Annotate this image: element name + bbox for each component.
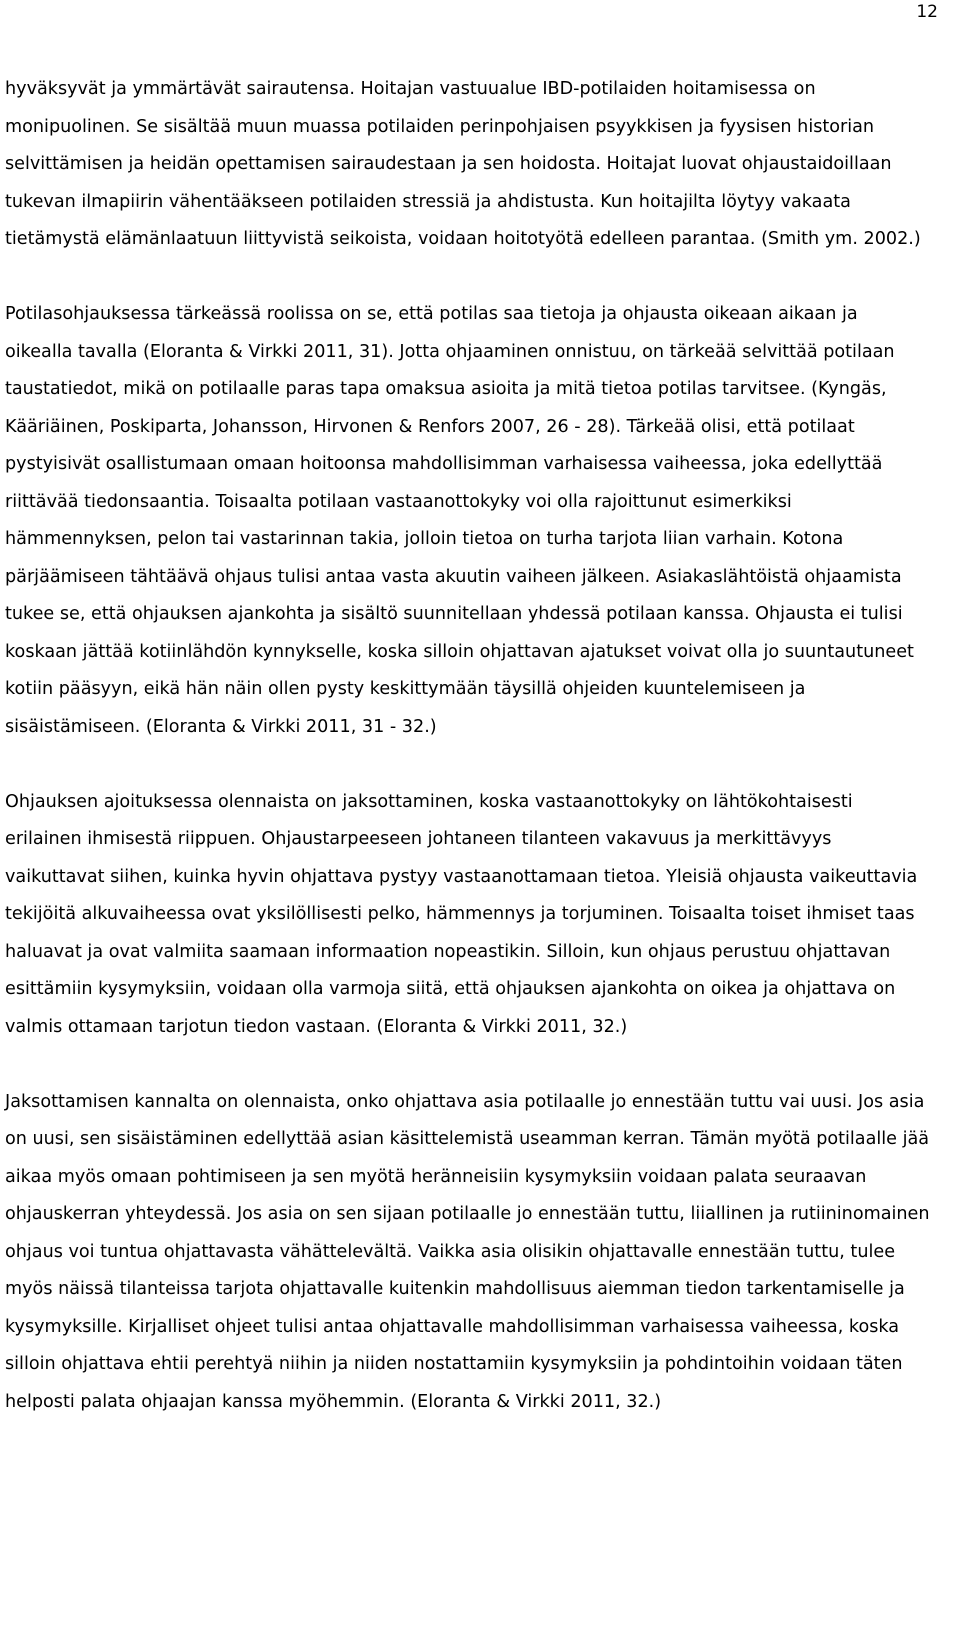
paragraph-ibd-nursing: hyväksyvät ja ymmärtävät sairautensa. Hoitajan vastuualue IBD-potilaiden hoitamisessa on monipuolinen. Se sisältää muun muassa potilaiden perinpohjaisen psyykkisen ja fyysisen historian selvittämisen ja heidän opettamisen sairaudestaan ja sen hoidosta. Hoitajat luovat ohjaustaidoillaan tukevan ilmapiirin vähentääkseen potilaiden stressiä ja ahdistusta. Kun hoitajilta löytyy vakaata tietämystä elämänlaatuun liittyvistä seikoista, voidaan hoitotyötä edelleen parantaa. (Smith ym. 2002.) [5, 79, 921, 249]
paragraph-guidance-phasing: Jaksottamisen kannalta on olennaista, onko ohjattava asia potilaalle jo ennestään tuttu vai uusi. Jos asia on uusi, sen sisäistäminen edellyttää asian käsittelemistä useamman kerran. Tämän myötä potilaalle jää aikaa myös omaan pohtimiseen ja sen myötä heränneisiin kysymyksiin voidaan palata seuraavan ohjauskerran yhteydessä. Jos asia on sen sijaan potilaalle jo ennestään tuttu, liiallinen ja rutiininomainen ohjaus voi tuntua ohjattavasta vähättelevältä. Vaikka asia olisikin ohjattavalle ennestään tuttu, tulee myös näissä tilanteissa tarjota ohjattavalle kuitenkin mahdollisuus aiemman tiedon tarkentamiselle ja kysymyksille. Kirjalliset ohjeet tulisi antaa ohjattavalle mahdollisimman varhaisessa vaiheessa, koska silloin ohjattava ehtii perehtyä niihin ja niiden nostattamiin kysymyksiin ja pohdintoihin voidaan täten helposti palata ohjaajan kanssa myöhemmin. (Eloranta & Virkki 2011, 32.) [5, 1091, 930, 1412]
page-number: 12 [916, 2, 938, 22]
paragraph-patient-guidance: Potilasohjauksessa tärkeässä roolissa on se, että potilas saa tietoja ja ohjausta oikeaan aikaan ja oikealla tavalla (Eloranta & Virkki 2011, 31). Jotta ohjaaminen onnistuu, on tärkeää selvittää potilaan taustatiedot, mikä on potilaalle paras tapa omaksua asioita ja mitä tietoa potilas tarvitsee. (Kyngäs, Kääriäinen, Poskiparta, Johansson, Hirvonen & Renfors 2007, 26 - 28). Tärkeää olisi, että potilaat pystyisivät osallistumaan omaan hoitoonsa mahdollisimman varhaisessa vaiheessa, joka edellyttää riittävää tiedonsaantia. Toisaalta potilaan vastaanottokyky voi olla rajoittunut esimerkiksi hämmennyksen, pelon tai vastarinnan takia, jolloin tietoa on turha tarjota liian varhain. Kotona pärjäämiseen tähtäävä ohjaus tulisi antaa vasta akuutin vaiheen jälkeen. Asiakaslähtöistä ohjaamista tukee se, että ohjauksen ajankohta ja sisältö suunnitellaan yhdessä potilaan kanssa. Ohjausta ei tulisi koskaan jättää kotiinlähdön kynnykselle, koska silloin ohjattavan ajatukset voivat olla jo suuntautuneet kotiin pääsyyn, eikä hän näin ollen pysty keskittymään täysillä ohjeiden kuuntelemiseen ja sisäistämiseen. (Eloranta & Virkki 2011, 31 - 32.) [5, 304, 914, 737]
document-body [5, 71, 930, 1421]
paragraph-guidance-timing: Ohjauksen ajoituksessa olennaista on jaksottaminen, koska vastaanottokyky on lähtökohtaisesti erilainen ihmisestä riippuen. Ohjaustarpeeseen johtaneen tilanteen vakavuus ja merkittävyys vaikuttavat siihen, kuinka hyvin ohjattava pystyy vastaanottamaan tietoa. Yleisiä ohjausta vaikeuttavia tekijöitä alkuvaiheessa ovat yksilöllisesti pelko, hämmennys ja torjuminen. Toisaalta toiset ihmiset taas haluavat ja ovat valmiita saamaan informaation nopeastikin. Silloin, kun ohjaus perustuu ohjattavan esittämiin kysymyksiin, voidaan olla varmoja siitä, että ohjauksen ajankohta on oikea ja ohjattava on valmis ottamaan tarjotun tiedon vastaan. (Eloranta & Virkki 2011, 32.) [5, 791, 918, 1037]
